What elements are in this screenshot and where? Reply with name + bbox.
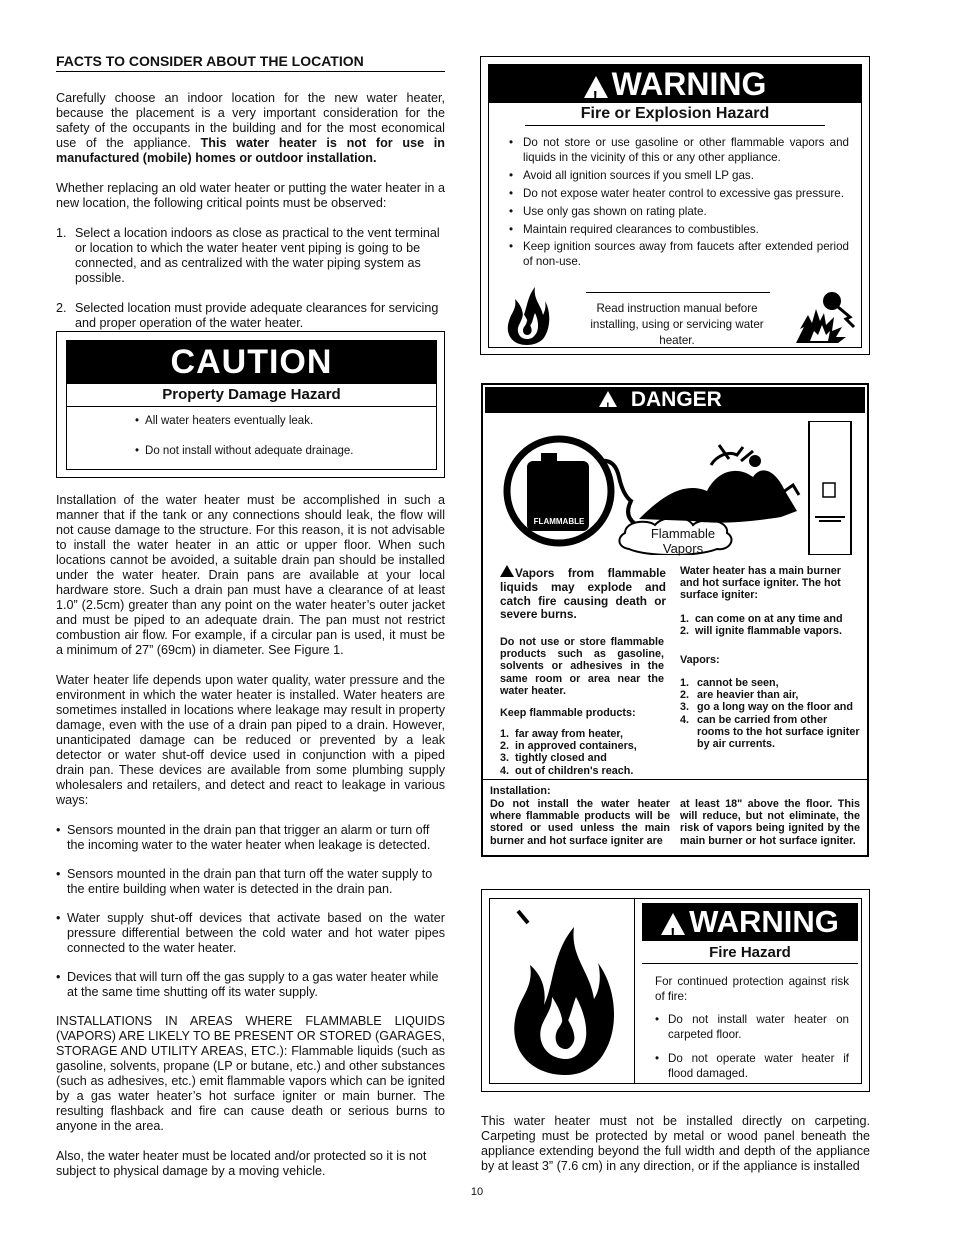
warning-triangle-icon: !	[599, 391, 617, 407]
caution-list	[67, 407, 436, 458]
danger-vapors-list	[680, 677, 862, 750]
caution-inner	[66, 340, 437, 470]
caution-label	[56, 331, 445, 478]
list-item: • Devices that will turn off the gas supply to a gas water heater while at the same time shutting off its water supply.	[56, 970, 439, 999]
warning1-note: Read instruction manual before installing, using or servicing water heater.	[590, 302, 764, 347]
warning1-list	[509, 136, 849, 269]
list-item: • Do not expose water heater control to excessive gas pressure.	[509, 186, 844, 200]
list-item: 3. go a long way on the floor and	[680, 701, 853, 714]
danger-right-head: Water heater has a main burner and hot surface igniter. The hot surface igniter:	[680, 565, 842, 602]
warning-triangle-icon: !	[584, 76, 608, 98]
replace-paragraph: Whether replacing an old water heater or putting the water heater in a new location, the following critical points must be observed:	[56, 181, 445, 210]
danger-install-left: Do not install the water heater where flammable products will be stored or used unless the main burner and hot surface igniter are	[490, 798, 670, 847]
list-item: • Do not store or use gasoline or other flammable vapors and liquids in the vicinity of this or any other appliance.	[509, 136, 849, 164]
warning-fire-explosion-label	[480, 56, 870, 355]
list-item: • Sensors mounted in the drain pan that trigger an alarm or turn off the incoming water to the water heater when leakage is detected.	[56, 823, 431, 852]
list-item: • Do not install without adequate drainage.	[135, 445, 354, 457]
list-item: 1. cannot be seen,	[680, 677, 779, 689]
list-item: 2. will ignite flammable vapors.	[680, 625, 843, 638]
danger-vapors-head: Vapors:	[680, 654, 720, 666]
left-column-bottom	[56, 493, 445, 1179]
list-item: 1. Select a location indoors as close as practical to the vent terminal or location to which the water heater vent piping is going to be connected, and as centralized with the water piping system as possible.	[56, 226, 440, 285]
list-item: 2. Selected location must provide adequate clearances for servicing and proper operation of the water heater.	[56, 301, 439, 330]
flammable-paragraph: INSTALLATIONS IN AREAS WHERE FLAMMABLE LIQUIDS (VAPORS) ARE LIKELY TO BE PRESENT OR STORED (GARAGES, STORAGE AND UTILITY AREAS, ETC.): Flammable liquids (such as gasoline, solvents, propane (LP or butane, etc.) and other substances (such as adhesives, etc.) emit flammable vapors which can be ignited by a gas water heater’s hot surface igniter or main burner. The resulting flashback and fire can cause death or serious burns to anyone in the area.	[56, 1014, 445, 1133]
carpeting-paragraph: This water heater must not be installed directly on carpeting. Carpeting must be protected by metal or wood panel beneath the appliance extending beyond the full width and depth of the appliance by at least 3” (7.6 cm) in any direction, or if the appliance is installed	[481, 1114, 870, 1173]
danger-keep-head: Keep flammable products:	[500, 707, 636, 719]
bullet-list	[56, 823, 445, 1000]
list-item: • Keep ignition sources away from faucets after extended period of non-use.	[509, 240, 849, 268]
list-item: 4. can be carried from other rooms to the hot surface igniter by air currents.	[680, 713, 860, 751]
warning2-list	[655, 1013, 849, 1081]
danger-install-right: at least 18" above the floor. This will reduce, but not eliminate, the risk of vapors being ignited by the main burner or hot surface igniter.	[680, 798, 860, 847]
danger-left-paragraph: Do not use or store flammable products such as gasoline, solvents or adhesives in the same room or area near the water heater.	[500, 636, 664, 697]
warning2-title: ! WARNING	[642, 903, 858, 941]
danger-keep-list	[500, 728, 664, 777]
danger-igniter-list	[680, 613, 860, 637]
intro-paragraph: Carefully choose an indoor location for the new water heater, because the placement is a very important consideration for the safety of the occupants in the building and for the most economical use of the appliance. This water heater is not for use in manufactured (mobile) homes or outdoor installation.	[56, 91, 445, 165]
warning2-inner	[489, 898, 862, 1084]
list-item: • Water supply shut-off devices that activate based on the water pressure differential between the cold water and hot water pipes connected to the water heater.	[56, 911, 445, 955]
flammable-vapors-label: Flammable Vapors	[650, 526, 716, 556]
section-heading: FACTS TO CONSIDER ABOUT THE LOCATION	[56, 53, 445, 72]
list-item: • Do not operate water heater if flood damaged.	[655, 1052, 849, 1080]
flammable-can-label: FLAMMABLE	[533, 517, 585, 526]
divider	[483, 779, 867, 780]
danger-left-head: Vapors from flammable liquids may explode and catch fire causing death or severe burns.	[500, 566, 666, 622]
list-item: 4. out of children's reach.	[500, 764, 634, 777]
explosion-icon	[794, 287, 856, 345]
installation-paragraph: Installation of the water heater must be accomplished in such a manner that if the tank or any connections should leak, the flow will not cause damage to the structure. For this reason, it is not advisable to install the water heater in an attic or upper floor. When such locations cannot be avoided, a suitable drain pan should be installed under the water heater. Drain pans are available at your local hardware store. Such a drain pan must have a clearance of at least 1.0” (2.5cm) greater than any point on the water heater’s outer jacket and must be piped to an adequate drain. The pan must not restrict combustion air flow. For example, if a circular pan is used, it must be a minimum of 27” (69cm) in diameter. See Figure 1.	[56, 493, 445, 657]
flame-icon	[498, 907, 632, 1077]
divider	[634, 899, 635, 1083]
list-item: • Sensors mounted in the drain pan that turn off the water supply to the entire building when water is detected in the drain pan.	[56, 867, 433, 896]
warning1-title: ! WARNING	[489, 65, 861, 103]
life-paragraph: Water heater life depends upon water quality, water pressure and the environment in which the water heater is installed. Water heaters are sometimes installed in locations where leakage may result in property damage, even with the use of a drain pan piped to a drain. However, unanticipated damage can be reduced or prevented by a leak detector or water shut-off device used in conjunction with a piped drain pan. These devices are available from some plumbing supply wholesalers and retailers, and detect and react to leakage in various ways:	[56, 673, 445, 807]
numbered-list	[56, 226, 445, 331]
warning-triangle-icon: !	[661, 913, 685, 935]
list-item: • Avoid all ignition sources if you smell LP gas.	[509, 169, 754, 182]
caution-subtitle: Property Damage Hazard	[67, 384, 436, 407]
danger-install-head: Installation:	[490, 785, 551, 797]
list-item: 1. far away from heater,	[500, 728, 624, 740]
list-item: • All water heaters eventually leak.	[135, 415, 314, 427]
left-column-top	[56, 91, 445, 331]
divider	[586, 292, 770, 293]
list-item: • Do not install water heater on carpeted floor.	[655, 1013, 849, 1041]
warning-fire-hazard-label	[481, 889, 870, 1092]
list-item: 3. tightly closed and	[500, 752, 607, 765]
flame-icon	[501, 283, 553, 347]
caution-title: CAUTION	[67, 341, 436, 384]
page-number: 10	[470, 1186, 484, 1198]
warning1-subtitle: Fire or Explosion Hazard	[525, 103, 825, 126]
list-item: • Use only gas shown on rating plate.	[509, 205, 707, 218]
warning2-intro: For continued protection against risk of fire:	[655, 975, 849, 1003]
warning2-subtitle: Fire Hazard	[642, 943, 858, 964]
warning1-inner	[488, 64, 862, 348]
list-item: • Maintain required clearances to combustibles.	[509, 222, 759, 236]
danger-title: ! DANGER	[485, 387, 865, 413]
vehicle-paragraph: Also, the water heater must be located and/or protected so it is not subject to physical damage by a moving vehicle.	[56, 1149, 427, 1178]
list-item: 2. in approved containers,	[500, 740, 637, 753]
list-item: 1. can come on at any time and	[680, 613, 843, 625]
list-item: 2. are heavier than air,	[680, 689, 799, 702]
danger-label	[481, 383, 869, 857]
warning-triangle-icon	[500, 565, 514, 577]
